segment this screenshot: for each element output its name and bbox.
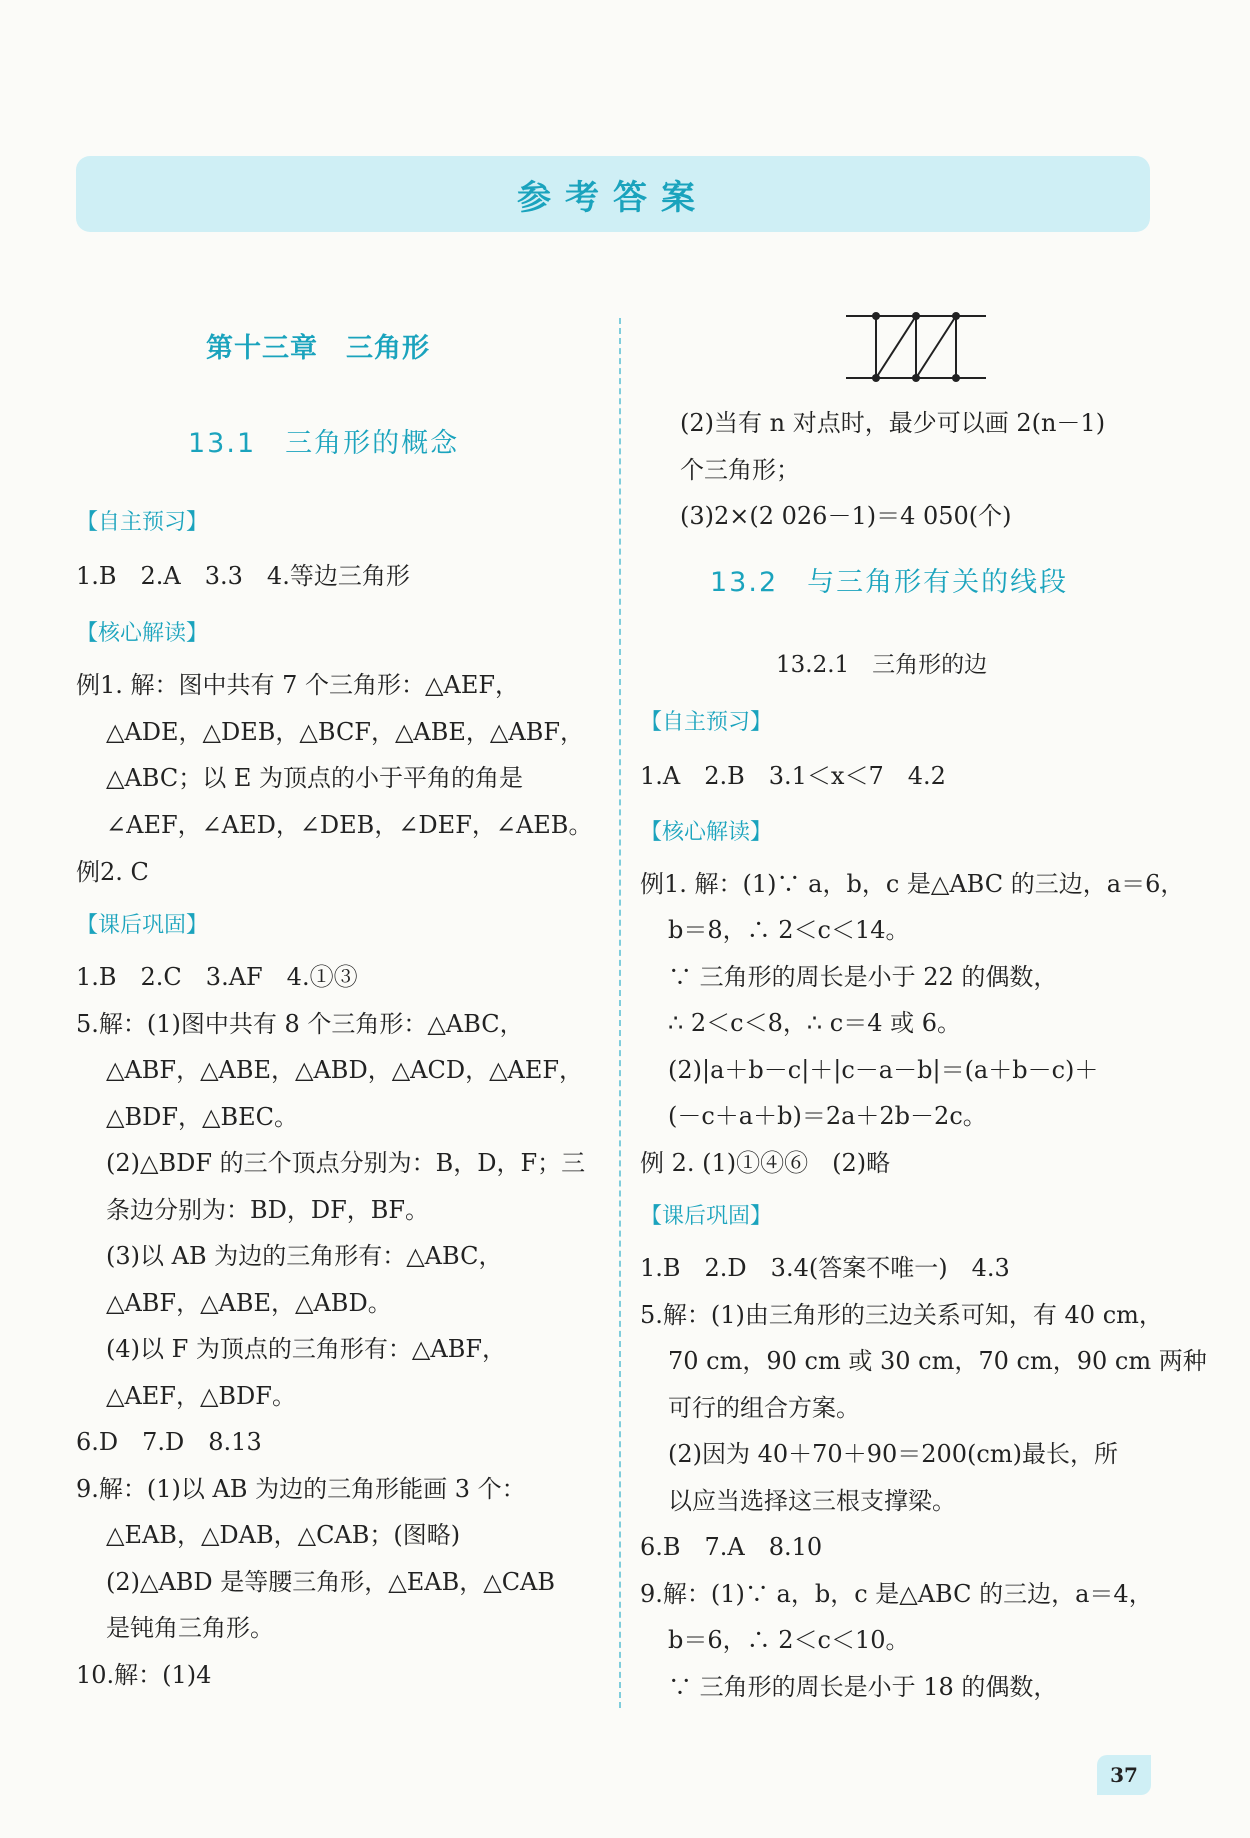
example-line: △ADE，△DEB，△BCF，△ABE，△ABF， (106, 718, 584, 746)
example-2: 例 2. (1)①④⑥ (2)略 (640, 1149, 891, 1177)
tag-preview: 【自主预习】 (76, 510, 209, 535)
page-number: 37 (1110, 1763, 1138, 1787)
example-line: (－c＋a＋b)＝2a＋2b－2c。 (668, 1102, 987, 1130)
example-line: b＝8，∴ 2＜c＜14。 (668, 916, 910, 944)
hw-line: 5.解：(1)由三角形的三边关系可知，有 40 cm， (640, 1301, 1163, 1329)
section-title: 13.2 与三角形有关的线段 (710, 567, 1069, 598)
hw-line: 1.B 2.C 3.AF 4.①③ (76, 963, 358, 991)
tag-homework: 【课后巩固】 (76, 913, 209, 938)
hw-line: △ABF，△ABE，△ABD，△ACD，△AEF， (106, 1056, 584, 1084)
example-line: △ABC；以 E 为顶点的小于平角的角是 (106, 764, 524, 792)
parallel-lines-figure (846, 306, 986, 388)
hw-line: (2)因为 40＋70＋90＝200(cm)最长，所 (668, 1440, 1118, 1468)
column-divider (619, 318, 621, 1708)
hw-line: 以应当选择这三根支撑梁。 (668, 1487, 956, 1515)
hw-line: 70 cm，90 cm 或 30 cm，70 cm，90 cm 两种 (668, 1347, 1207, 1375)
chapter-title: 第十三章 三角形 (206, 333, 430, 364)
hw-line: △EAB，△DAB，△CAB；(图略) (106, 1521, 461, 1549)
tag-homework: 【课后巩固】 (640, 1204, 773, 1229)
hw-line: △AEF，△BDF。 (106, 1382, 296, 1410)
hw-line: b＝6，∴ 2＜c＜10。 (668, 1626, 910, 1654)
example-line: 例1. 解：(1)∵ a，b，c 是△ABC 的三边，a＝6， (640, 870, 1185, 898)
hw-line: 6.B 7.A 8.10 (640, 1533, 823, 1561)
example-line: 例1. 解：图中共有 7 个三角形：△AEF， (76, 671, 520, 699)
tag-core: 【核心解读】 (640, 820, 773, 845)
subsection-title: 13.2.1 三角形的边 (776, 652, 988, 678)
section-title: 13.1 三角形的概念 (188, 428, 460, 459)
hw-line: (4)以 F 为顶点的三角形有：△ABF， (106, 1335, 506, 1363)
hw-line: 可行的组合方案。 (668, 1394, 860, 1422)
hw-line: 10.解：(1)4 (76, 1661, 212, 1689)
hw-line: 5.解：(1)图中共有 8 个三角形：△ABC， (76, 1010, 524, 1038)
example-line: (2)|a＋b－c|＋|c－a－b|＝(a＋b－c)＋ (668, 1056, 1099, 1084)
title-banner (76, 156, 1150, 232)
hw-line: (3)以 AB 为边的三角形有：△ABC， (106, 1242, 503, 1270)
example-2: 例2. C (76, 858, 149, 886)
tag-core: 【核心解读】 (76, 621, 209, 646)
answer-line: 个三角形； (680, 456, 800, 484)
tag-preview: 【自主预习】 (640, 710, 773, 735)
hw-line: △BDF，△BEC。 (106, 1103, 298, 1131)
hw-line: △ABF，△ABE，△ABD。 (106, 1289, 392, 1317)
page-number-badge (1097, 1755, 1151, 1795)
example-line: ∠AEF，∠AED，∠DEB，∠DEF，∠AEB。 (106, 811, 593, 839)
hw-line: 1.B 2.D 3.4(答案不唯一) 4.3 (640, 1254, 1010, 1282)
example-line: ∴ 2＜c＜8，∴ c＝4 或 6。 (668, 1009, 962, 1037)
hw-line: 是钝角三角形。 (106, 1614, 274, 1642)
hw-line: (2)△BDF 的三个顶点分别为：B，D，F；三 (106, 1149, 586, 1177)
answer-line: (2)当有 n 对点时，最少可以画 2(n－1) (680, 409, 1106, 437)
preview-answers: 1.B 2.A 3.3 4.等边三角形 (76, 562, 410, 590)
hw-line: (2)△ABD 是等腰三角形，△EAB，△CAB (106, 1568, 556, 1596)
hw-line: 9.解：(1)∵ a，b，c 是△ABC 的三边，a＝4， (640, 1580, 1153, 1608)
hw-line: ∵ 三角形的周长是小于 18 的偶数， (668, 1673, 1058, 1701)
preview-answers: 1.A 2.B 3.1＜x＜7 4.2 (640, 762, 946, 790)
answer-line: (3)2×(2 026－1)＝4 050(个) (680, 502, 1012, 530)
hw-line: 9.解：(1)以 AB 为边的三角形能画 3 个： (76, 1475, 526, 1503)
hw-line: 6.D 7.D 8.13 (76, 1428, 262, 1456)
page-title: 参考答案 (517, 177, 709, 218)
hw-line: 条边分别为：BD，DF，BF。 (106, 1196, 430, 1224)
example-line: ∵ 三角形的周长是小于 22 的偶数， (668, 963, 1058, 991)
